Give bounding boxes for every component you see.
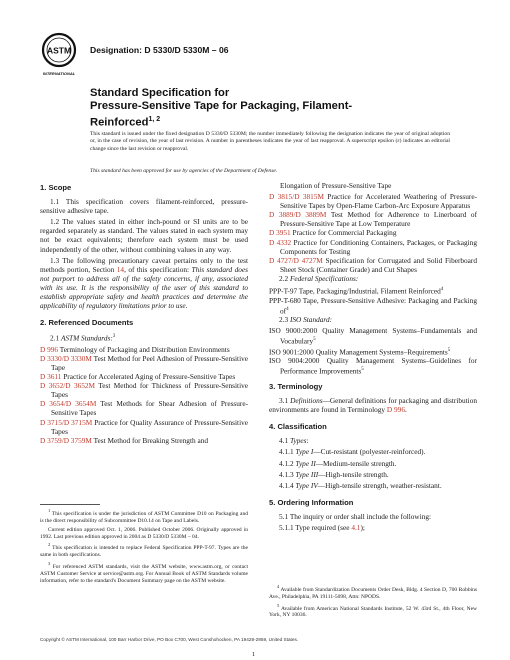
type-item	[269, 447, 477, 456]
type-text: —High-tensile strength.	[318, 469, 389, 479]
iso-standard-mark: 5	[361, 367, 364, 373]
reference-item	[269, 228, 477, 237]
para-4-1-num: 4.1	[279, 436, 289, 446]
footnote-divider	[40, 504, 100, 505]
para-3-1-label: Definitions	[290, 396, 323, 406]
reference-code-link[interactable]: D 3951	[269, 228, 291, 238]
type-text: —Medium-tensile strength.	[315, 458, 397, 468]
footnote	[40, 508, 248, 525]
reference-code-link[interactable]: D 3654/D 3654M	[40, 399, 97, 409]
footnote-text: For referenced ASTM standards, visit the ASTM website, www.astm.org, or contact ASTM Customer Service at service@astm.org. For Annual Book of ASTM Standards volume information, refer to the standard's Document Summary page on the ASTM website.	[40, 563, 249, 584]
type-num: 4.1.2	[279, 458, 294, 468]
footnote	[40, 527, 248, 541]
reference-code-link[interactable]: D 3889/D 3889M	[269, 210, 327, 220]
reference-item	[40, 381, 248, 399]
reference-title: Test Method for Thickness of Pressure-Sensitive Tapes	[51, 381, 248, 400]
para-1-3	[40, 256, 248, 311]
reference-code-link[interactable]: D 3759/D 3759M	[40, 435, 92, 445]
iso-standard-mark: 5	[447, 347, 451, 353]
footnote	[40, 542, 248, 559]
para-3-1-text: —General definitions for packaging and distribution environments are found in Terminology	[269, 396, 477, 415]
federal-spec-mark: 4	[440, 287, 444, 293]
copyright-line: Copyright © ASTM International, 100 Barr Harbor Drive, PO Box C700, West Conshohocken, PA 19428-2959, United States.	[40, 637, 299, 642]
para-2-1-mark: 3	[112, 334, 116, 340]
reference-item	[269, 210, 477, 228]
title-footnote-marks: 1, 2	[148, 116, 161, 123]
reference-code-link[interactable]: D 996	[40, 344, 59, 354]
para-5-1-1-end: );	[360, 523, 365, 533]
section-14-link[interactable]: 14	[116, 264, 125, 274]
reference-code-link[interactable]: D 3330/D 3330M	[40, 353, 92, 363]
iso-standard-mark: 5	[313, 337, 316, 343]
astm-reference-list	[40, 345, 248, 445]
reference-item	[269, 192, 477, 210]
section-5-heading: 5. Ordering Information	[269, 497, 354, 507]
astm-logo	[40, 30, 78, 80]
para-2-1-num: 2.1	[50, 333, 60, 343]
type-label: Type I	[295, 447, 314, 457]
footnote	[269, 584, 477, 601]
iso-standard-text: ISO 9004:2000 Quality Management Systems–Guidelines for Performance Improvements	[269, 356, 477, 376]
section-4-heading: 4. Classification	[269, 422, 327, 432]
para-2-1-label: ASTM Standards:	[60, 333, 113, 343]
footnote-text: Current edition approved Oct. 1, 2006. Published October 2006. Originally approved in 1992. Last previous edition approved in 2004 as D 5330/D 5330M – 04.	[40, 526, 248, 540]
footnote-text: Available from American National Standards Institute, 52 W. 43rd St., 4th Floor, New York, NY 10036.	[269, 605, 477, 619]
federal-spec-text: PPP-T-680 Tape, Pressure-Sensitive Adhesive: Packaging and Packing of	[269, 295, 477, 316]
section-3-heading: 3. Terminology	[269, 381, 323, 391]
footnote-text: This specification is under the jurisdiction of ASTM Committee D10 on Packaging and is the direct responsibility of Subcommittee D10.14 on Tape and Labels.	[40, 510, 248, 524]
federal-spec-item	[269, 285, 477, 296]
type-item	[269, 459, 477, 468]
para-2-2-label: Federal Specifications:	[289, 273, 359, 283]
section-1-heading: 1. Scope	[40, 183, 72, 192]
title-line-2: Pressure-Sensitive Tape for Packaging, Filament-	[90, 100, 353, 112]
reference-continuation: Elongation of Pressure-Sensitive Tape	[280, 181, 392, 190]
type-num: 4.1.4	[279, 480, 294, 490]
title-line-3	[90, 113, 450, 130]
reference-item	[269, 238, 477, 256]
reference-item	[269, 256, 477, 274]
designation: Designation: D 5330/D 5330M – 06	[90, 45, 229, 55]
type-num: 4.1.1	[279, 447, 294, 457]
right-footnotes	[269, 584, 477, 621]
para-5-1-1-text: 5.1.1 Type required (see	[279, 523, 350, 533]
iso-standard-item	[269, 346, 477, 357]
reference-code-link[interactable]: D 3652/D 3652M	[40, 381, 96, 391]
para-4-1-label: Types	[289, 436, 307, 446]
reference-title: Practice for Accelerated Aging of Pressure-Sensitive Tapes	[63, 372, 236, 382]
iso-standard-text: ISO 9001:2000 Quality Management Systems–Requirements	[269, 347, 448, 357]
reference-item	[40, 418, 248, 436]
reference-title: Test Methods for Shear Adhesion of Pressure-Sensitive Tapes	[51, 399, 248, 418]
reference-item	[40, 354, 248, 372]
iso-standard-item	[269, 326, 477, 346]
para-2-3-label: ISO Standard:	[289, 315, 333, 325]
approved-note: This standard has been approved for use by agencies of the Department of Defense.	[90, 168, 278, 174]
type-label: Type II	[295, 458, 316, 468]
federal-spec-mark: 4	[286, 306, 289, 312]
footnote	[269, 603, 477, 620]
para-1-2: 1.2 The values stated in either inch-pound or SI units are to be regarded separately as standard. The values stated in each system may not be exact equivalents; therefore each system must be used independently of the other, without combining values in any way.	[40, 217, 248, 254]
type-item	[269, 481, 477, 490]
right-column	[269, 181, 477, 534]
type-item	[269, 470, 477, 479]
reference-title: Practice for Conditioning Containers, Packages, or Packaging Components for Testing	[280, 237, 477, 256]
reference-title: Specification for Corrugated and Solid Fiberboard Sheet Stock (Container Grade) and Cut Shapes	[280, 255, 477, 274]
footnote-mark: 3	[48, 561, 51, 567]
type-text: —Cut-resistant (polyester-reinforced).	[313, 447, 426, 457]
para-2-2-num: 2.2	[279, 273, 289, 283]
footnote-mark: 4	[277, 584, 280, 589]
reference-title: Practice for Quality Assurance of Pressure-Sensitive Tapes	[51, 417, 248, 436]
para-3-1-num: 3.1	[279, 396, 289, 406]
reference-item	[40, 372, 248, 381]
section-2-heading: 2. Referenced Documents	[40, 318, 134, 328]
para-2-3	[269, 315, 477, 324]
type-label: Type III	[295, 469, 319, 479]
reference-title: Test Method for Adherence to Linerboard of Pressure-Sensitive Tape at Low Temperature	[280, 210, 477, 229]
reference-item	[40, 345, 248, 354]
reference-code-link[interactable]: D 4332	[269, 237, 292, 247]
para-4-1: 4.1 Types:	[279, 436, 309, 446]
reference-code-link[interactable]: D 3815/D 3815M	[269, 192, 324, 202]
type-num: 4.1.3	[279, 469, 294, 479]
reference-title: Test Method for Peel Adhesion of Pressure-Sensitive Tape	[51, 353, 248, 373]
para-2-3-num: 2.3	[279, 315, 289, 325]
iso-standard-text: ISO 9000:2000 Quality Management Systems–Fundamentals and Vocabulary	[269, 326, 477, 346]
section-4-1-link[interactable]: 4.1	[351, 523, 361, 533]
para-2-1	[40, 332, 248, 343]
footnote-mark: 5	[277, 602, 280, 608]
title-line-3-text: Reinforced	[90, 116, 149, 129]
reference-item	[40, 436, 248, 445]
para-5-1: 5.1 The inquiry or order shall include the following:	[279, 511, 432, 521]
federal-spec-item	[269, 296, 477, 316]
logo-subtext: INTERNATIONAL	[42, 71, 76, 76]
federal-spec-text: PPP-T-97 Tape, Packaging/Industrial, Filament Reinforced	[269, 286, 441, 296]
document-title	[90, 87, 450, 130]
reference-title: Test Method for Breaking Strength and	[93, 435, 208, 445]
para-3-1: 3.1 Definitions—General definitions for packaging and distribution environments are found in Terminology D 996.	[269, 396, 477, 415]
reference-code-link[interactable]: D 3715/D 3715M	[40, 417, 93, 427]
reference-code-link[interactable]: D 3611	[40, 372, 62, 382]
title-line-1: Standard Specification for	[90, 87, 230, 99]
footnote	[40, 561, 248, 585]
page-number: 1	[252, 651, 256, 658]
logo-text: ASTM	[46, 45, 72, 56]
type-label: Type IV	[295, 480, 318, 490]
d996-link[interactable]: D 996	[386, 405, 405, 415]
para-1-1: 1.1 This specification covers filament-reinforced, pressure-sensitive adhesive tape.	[40, 197, 248, 216]
para-1-3-text: 1.3 The following precautionary caveat pertains only to the test methods portion, Section	[40, 255, 248, 274]
iso-standard-item	[269, 356, 477, 376]
reference-title: Practice for Commercial Packaging	[292, 228, 397, 238]
footnote-text: Available from Standardization Documents Order Desk, Bldg. 4 Section D, 700 Robbins Ave., Philadelphia, PA 19111-5098, Attn: NPODS.	[269, 586, 477, 600]
footnote-mark: 1	[48, 508, 51, 513]
para-2-2	[269, 274, 477, 283]
reference-code-link[interactable]: D 4727/D 4727M	[269, 255, 323, 265]
left-footnotes	[40, 504, 248, 587]
left-column	[40, 183, 248, 445]
reference-title: Terminology of Packaging and Distribution Environments	[59, 344, 230, 354]
reference-item	[40, 399, 248, 417]
safety-caveat: This standard does not purport to address all of the safety concerns, if any, associated with its use. It is the responsibility of the user of this standard to establish appropriate safety and health practices and determine the applicability of regulatory limitations prior to use.	[40, 264, 248, 311]
footnote-mark: 2	[48, 542, 51, 548]
footnote-text: This specification is intended to replace Federal Specification PPP-T-97. Types are the same in both specifications.	[40, 545, 248, 559]
para-5-1-1	[269, 523, 477, 532]
para-1-3-text-b: , of this specification:	[124, 264, 190, 274]
issued-note: This standard is issued under the fixed designation D 5330/D 5330M; the number immediately following the designation indicates the year of original adoption or, in the case of revision, the year of last revision. A number in parentheses indicates the year of last reapproval. A superscript epsilon (ε) indicates an editorial change since the last revision or reapproval.	[90, 131, 450, 152]
reference-title: Practice for Accelerated Weathering of Pressure-Sensitive Tapes by Open-Flame Carbon-Arc Exposure Apparatus	[280, 192, 478, 211]
type-text: —High-tensile strength, weather-resistant.	[317, 480, 442, 490]
